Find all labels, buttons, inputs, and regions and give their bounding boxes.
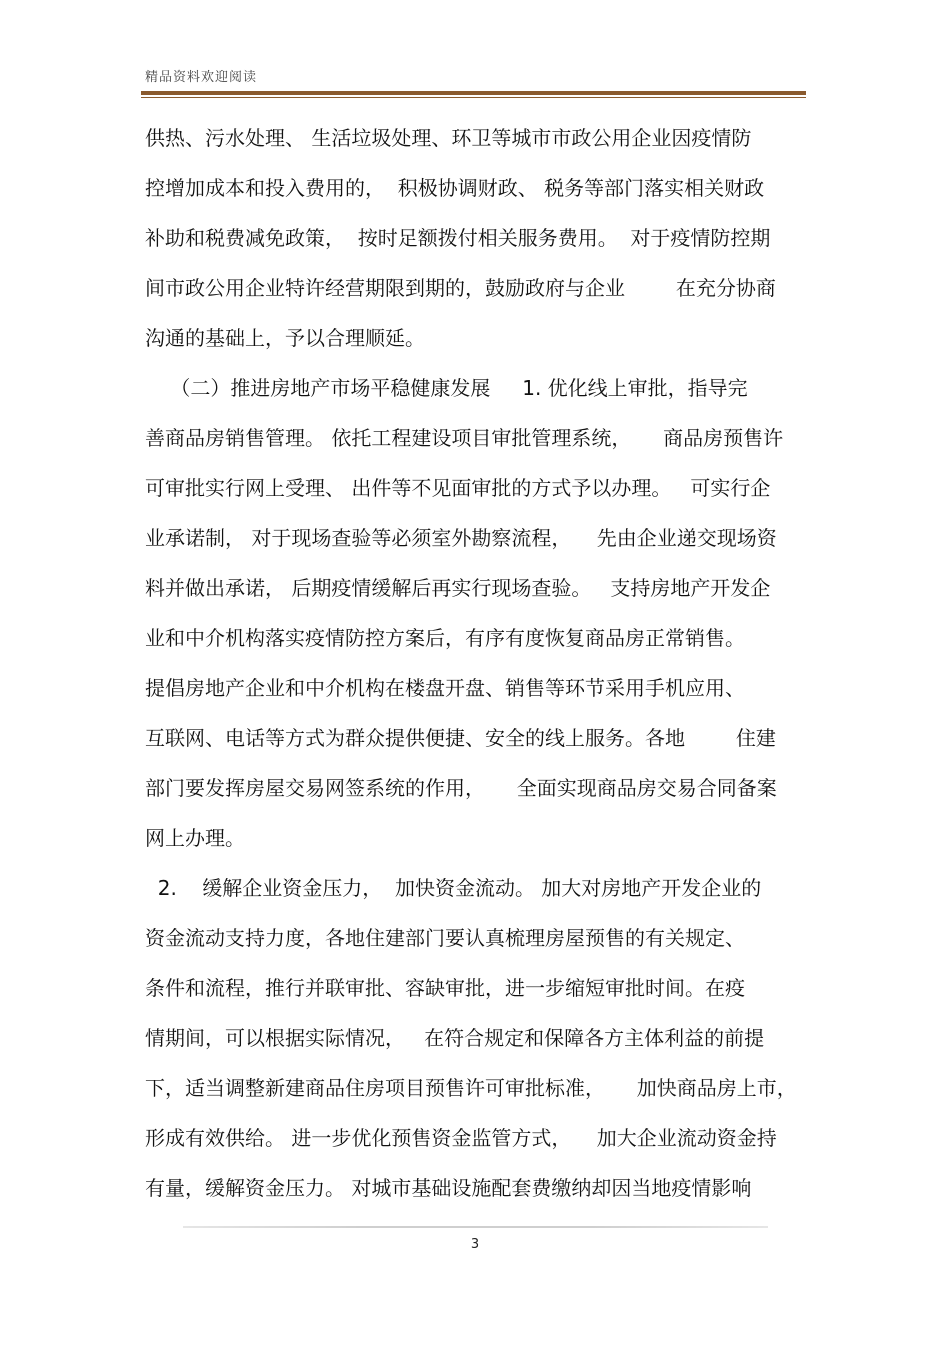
body-line-9: 业承诺制， 对于现场查验等必须室外勘察流程， 先由企业递交现场资	[145, 526, 777, 550]
body-line-8: 可审批实行网上受理、 出件等不见面审批的方式予以办理。 可实行企	[145, 476, 771, 500]
body-line-11: 业和中介机构落实疫情防控方案后，有序有度恢复商品房正常销售。	[145, 626, 745, 650]
body-line-3: 补助和税费减免政策， 按时足额拨付相关服务费用。 对于疫情防控期	[145, 226, 771, 250]
body-line-14: 部门要发挥房屋交易网签系统的作用， 全面实现商品房交易合同备案	[145, 776, 777, 800]
body-line-21: 形成有效供给。 进一步优化预售资金监管方式， 加大企业流动资金持	[145, 1126, 777, 1150]
body-line-22: 有量，缓解资金压力。 对城市基础设施配套费缴纳却因当地疫情影响	[145, 1176, 752, 1200]
body-line-1: 供热、污水处理、 生活垃圾处理、环卫等城市市政公用企业因疫情防	[145, 126, 752, 150]
header-text: 精品资料欢迎阅读	[145, 70, 258, 85]
body-line-13: 互联网、电话等方式为群众提供便捷、安全的线上服务。各地 住建	[145, 726, 776, 750]
body-line-5: 沟通的基础上，予以合理顺延。	[145, 326, 425, 350]
body-line-20: 下，适当调整新建商品住房项目预售许可审批标准， 加快商品房上市，	[145, 1076, 797, 1100]
header-rule-thick	[141, 91, 806, 95]
page-number: 3	[470, 1237, 480, 1252]
body-line-19: 情期间，可以根据实际情况， 在符合规定和保障各方主体利益的前提	[145, 1026, 765, 1050]
body-line-6: （二）推进房地产市场平稳健康发展 1. 优化线上审批，指导完	[145, 376, 748, 400]
body-line-15: 网上办理。	[145, 826, 245, 850]
footer-rule	[183, 1226, 768, 1228]
body-line-12: 提倡房地产企业和中介机构在楼盘开盘、销售等环节采用手机应用、	[145, 676, 745, 700]
body-line-4: 间市政公用企业特许经营期限到期的，鼓励政府与企业 在充分协商	[145, 276, 776, 300]
body-line-7: 善商品房销售管理。 依托工程建设项目审批管理系统， 商品房预售许	[145, 426, 784, 450]
body-line-17: 资金流动支持力度，各地住建部门要认真梳理房屋预售的有关规定、	[145, 926, 745, 950]
body-line-10: 料并做出承诺， 后期疫情缓解后再实行现场查验。 支持房地产开发企	[145, 576, 771, 600]
body-line-18: 条件和流程，推行并联审批、容缺审批，进一步缩短审批时间。在疫	[145, 976, 745, 1000]
body-line-16: 2. 缓解企业资金压力， 加快资金流动。 加大对房地产开发企业的	[145, 876, 762, 900]
header-rule-thin	[141, 97, 806, 98]
body-line-2: 控增加成本和投入费用的， 积极协调财政、 税务等部门落实相关财政	[145, 176, 765, 200]
